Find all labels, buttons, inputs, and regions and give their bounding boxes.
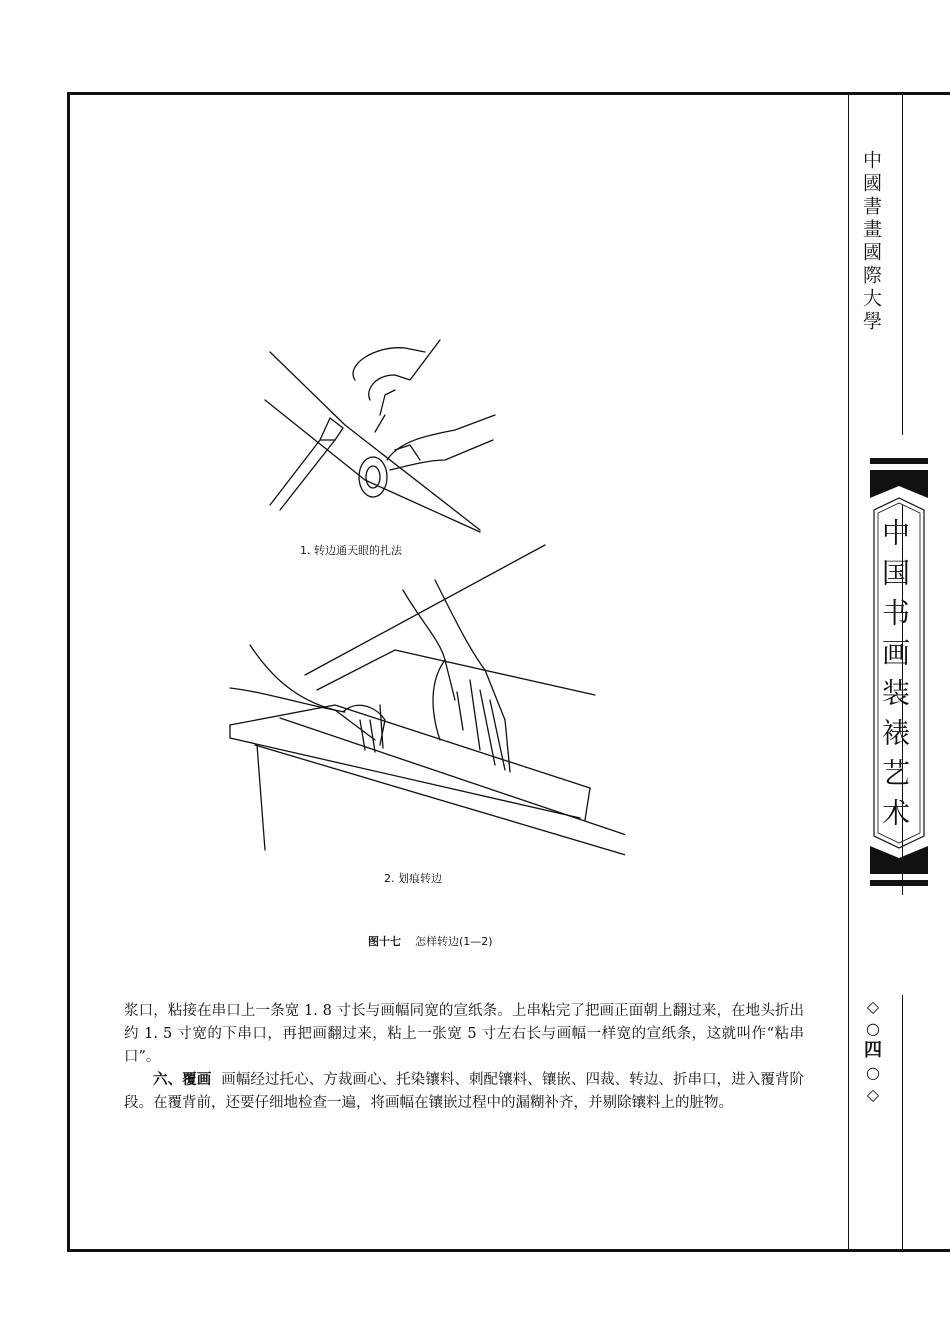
book-title: 中国书画装裱艺术 bbox=[878, 518, 911, 838]
paragraph: 浆口，粘接在串口上一条宽 1. 8 寸长与画幅同宽的宣纸条。上串粘完了把画正面朝上翻过来，在地头折出约 1. 5 寸宽的下串口，再把画翻过来，粘上一张宽 5 寸左右长与画幅一样宽的宣纸条，这就叫作“粘串口”。 bbox=[124, 1003, 804, 1065]
sidebar-rule-inner bbox=[848, 95, 849, 1250]
figure-caption bbox=[368, 933, 493, 949]
circle-zero: ○ bbox=[866, 1063, 880, 1082]
paragraph-text: 画幅经过托心、方裁画心、托染镶料、刺配镶料、镶嵌、四裁、转边、折串口，进入覆背阶段。在覆背前，还要仔细地检查一遍，将画幅在镶嵌过程中的漏糊补齐，并剔除镶料上的脏物。 bbox=[124, 1072, 804, 1111]
section-heading: 六、覆画 bbox=[153, 1072, 212, 1088]
diamond-icon: ◇ bbox=[866, 997, 880, 1016]
illustration-tie-edge bbox=[265, 340, 495, 532]
mounting-illustration bbox=[225, 320, 625, 880]
page-number bbox=[858, 996, 888, 1106]
figure-caption-text: 怎样转边(1—2) bbox=[415, 935, 493, 948]
figure-subcaption-2: 2. 划痕转边 bbox=[384, 872, 442, 885]
figure-subcaption-1: 1. 转边通天眼的扎法 bbox=[300, 544, 402, 557]
circle-zero: ○ bbox=[866, 1019, 880, 1038]
paragraph bbox=[124, 1069, 804, 1115]
body-text bbox=[124, 1000, 804, 1115]
university-name: 中國書畫國際大學 bbox=[860, 150, 882, 334]
figure-caption-label: 图十七 bbox=[368, 935, 401, 948]
diamond-icon: ◇ bbox=[866, 1085, 880, 1104]
illustration-score-edge bbox=[230, 545, 625, 880]
page-number-digit: 四 bbox=[864, 1040, 882, 1061]
